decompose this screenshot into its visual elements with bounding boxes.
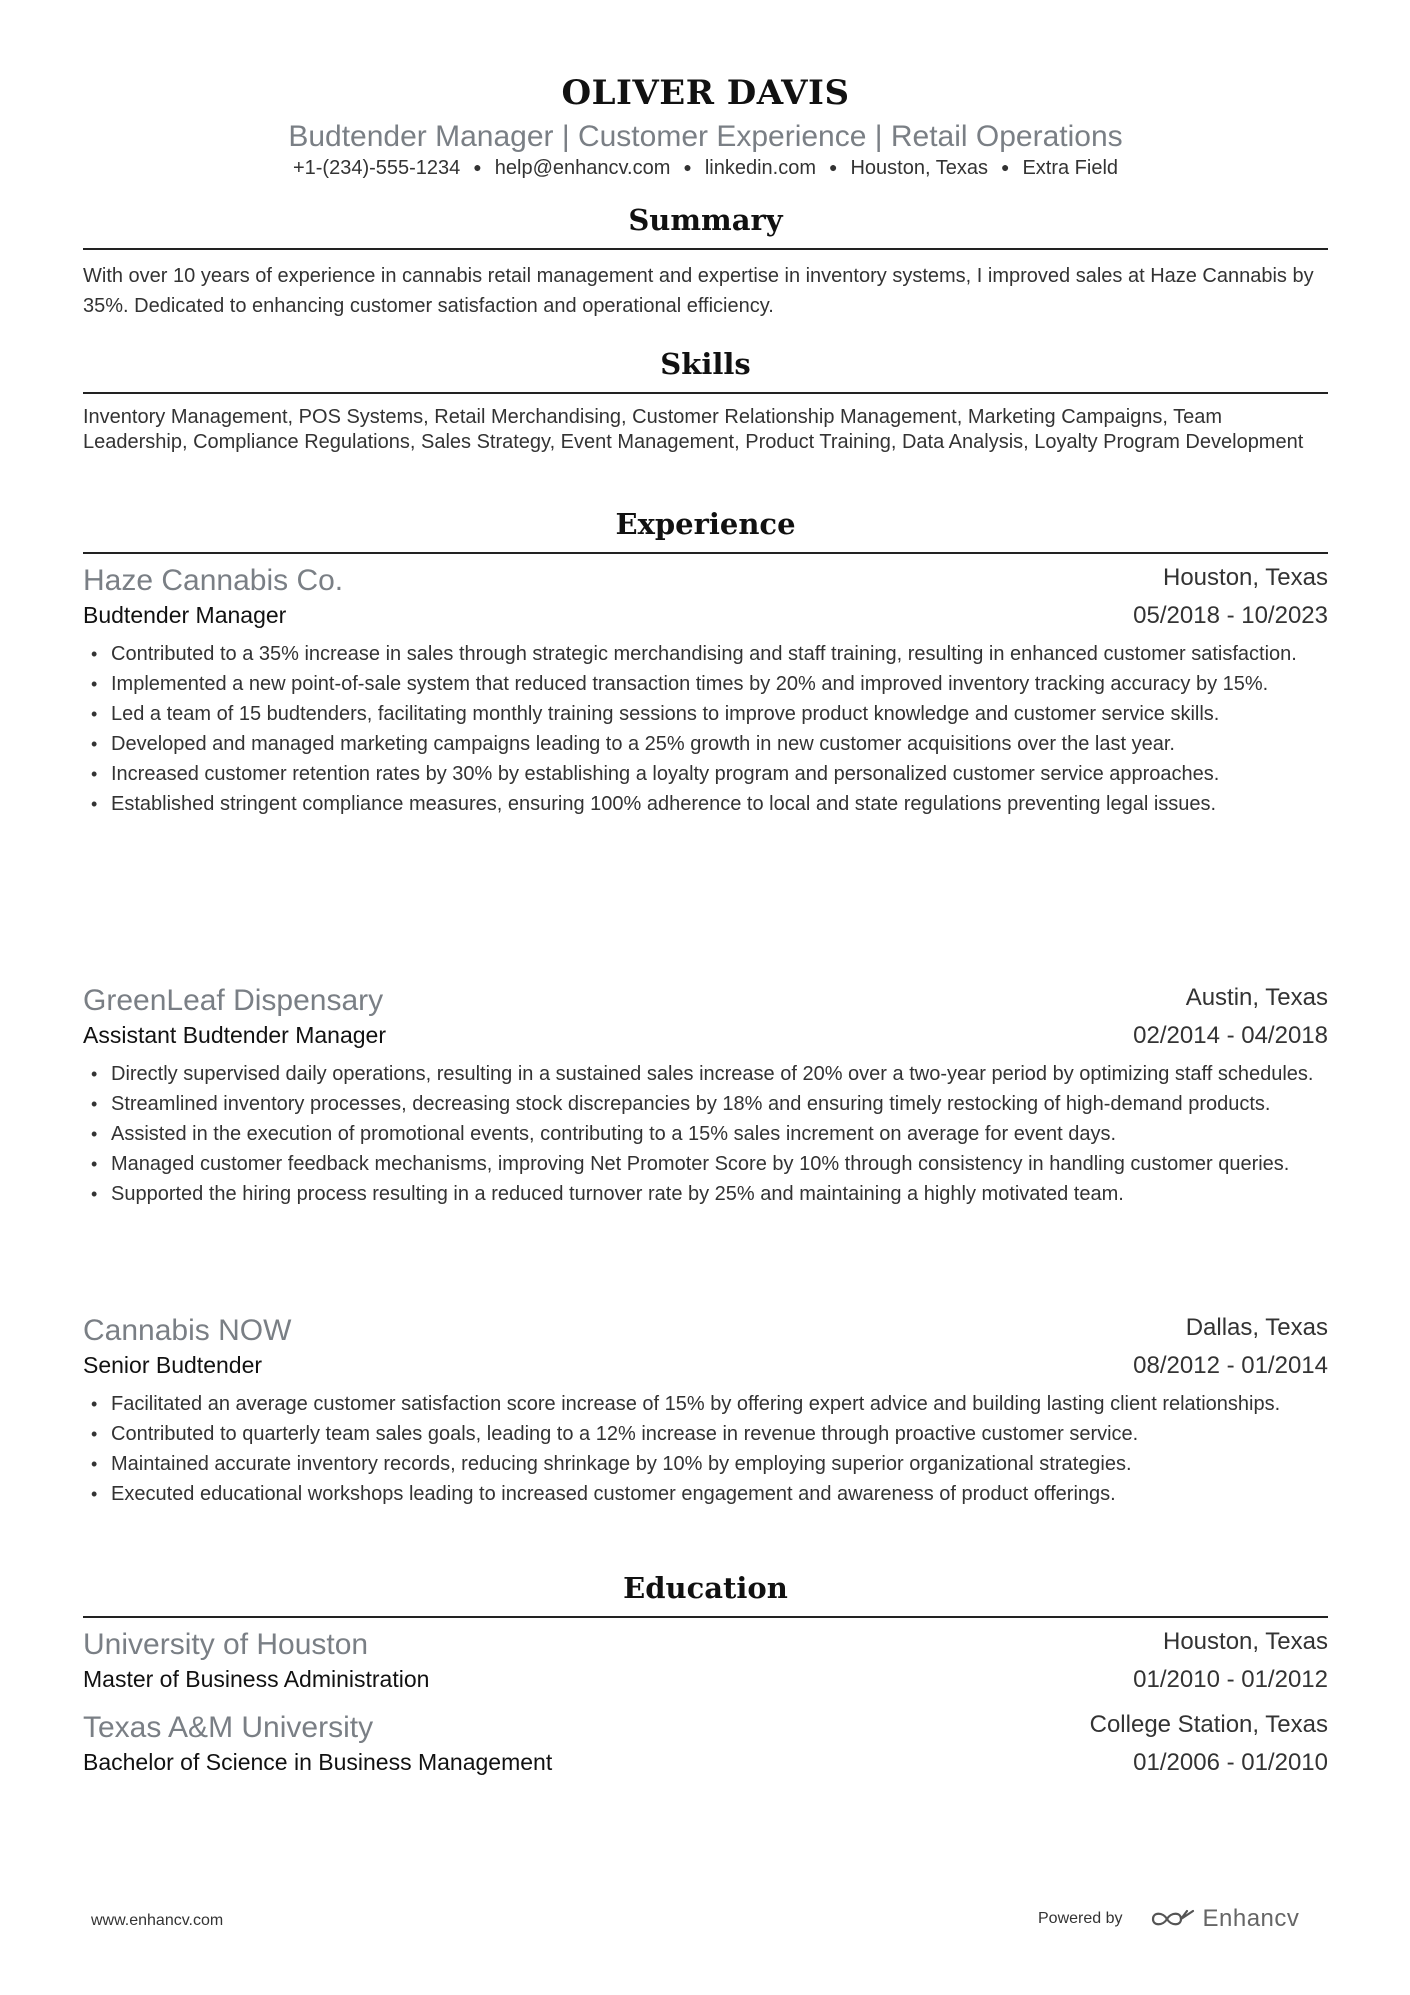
- achievement-item: • Streamlined inventory processes, decreasing stock discrepancies by 18% and ensuring timely restocking of high-demand products.: [83, 1089, 1328, 1119]
- enhancv-logo-icon: [1149, 1907, 1197, 1931]
- summary-text: With over 10 years of experience in cannabis retail management and expertise in inventory systems, I improved sales at Haze Cannabis by 35%. Dedicated to enhancing customer satisfaction and operational efficiency.: [83, 265, 1314, 317]
- job-dates: 02/2014 - 04/2018: [1133, 1022, 1328, 1049]
- contact-email[interactable]: help@enhancv.com: [494, 157, 671, 179]
- job-location: Austin, Texas: [1185, 984, 1328, 1011]
- contact-location: Houston, Texas: [850, 157, 988, 179]
- school-name: University of Houston: [83, 1628, 369, 1661]
- candidate-name: OLIVER DAVIS: [561, 73, 850, 113]
- achievement-item: • Executed educational workshops leading to increased customer engagement and awareness of product offerings.: [83, 1479, 1328, 1509]
- contact-linkedin[interactable]: linkedin.com: [704, 157, 816, 179]
- job-dates: 08/2012 - 01/2014: [1133, 1352, 1328, 1379]
- contact-line: [83, 157, 1328, 180]
- contact-phone[interactable]: +1-(234)-555-1234: [292, 157, 461, 179]
- achievement-item: • Directly supervised daily operations, resulting in a sustained sales increase of 20% over a two-year period by optimizing staff schedules.: [83, 1059, 1328, 1089]
- section-divider: [83, 392, 1328, 394]
- footer-powered-by: [1038, 1905, 1299, 1933]
- separator-dot: ●: [1000, 159, 1010, 175]
- achievement-item: • Developed and managed marketing campaigns leading to a 25% growth in new customer acquisitions over the last year.: [83, 729, 1328, 759]
- achievement-item: • Contributed to quarterly team sales goals, leading to a 12% increase in revenue through proactive customer service.: [83, 1419, 1328, 1449]
- achievement-list: [83, 1059, 1328, 1209]
- section-divider: [83, 248, 1328, 250]
- school-location: Houston, Texas: [1163, 1628, 1328, 1655]
- job-location: Houston, Texas: [1163, 564, 1328, 591]
- enhancv-wordmark: Enhancv: [1202, 1905, 1300, 1932]
- job-title: Assistant Budtender Manager: [83, 1022, 387, 1048]
- achievement-item: • Managed customer feedback mechanisms, improving Net Promoter Score by 10% through consistency in handling customer queries.: [83, 1149, 1328, 1179]
- school-location: College Station, Texas: [1089, 1711, 1328, 1738]
- section-title-education: Education: [623, 1571, 788, 1605]
- contact-extra: Extra Field: [1022, 157, 1119, 179]
- achievement-item: • Supported the hiring process resulting in a reduced turnover rate by 25% and maintaining a highly motivated team.: [83, 1179, 1328, 1209]
- separator-dot: ●: [829, 159, 838, 175]
- achievement-list: [83, 1389, 1328, 1509]
- degree-title: Master of Business Administration: [83, 1666, 430, 1692]
- enhancv-logo[interactable]: [1149, 1905, 1300, 1933]
- achievement-item: • Facilitated an average customer satisfaction score increase of 15% by offering expert advice and building lasting client relationships.: [83, 1389, 1328, 1419]
- achievement-item: • Maintained accurate inventory records, reducing shrinkage by 10% by employing superior organizational strategies.: [83, 1449, 1328, 1479]
- company-name: Cannabis NOW: [83, 1314, 292, 1347]
- education-dates: 01/2010 - 01/2012: [1133, 1666, 1328, 1693]
- section-title-experience: Experience: [615, 507, 796, 541]
- section-divider: [83, 1616, 1328, 1618]
- powered-by-label: Powered by: [1038, 1910, 1123, 1927]
- skills-text: Inventory Management, POS Systems, Retail Merchandising, Customer Relationship Management, Marketing Campaigns, Team Leadership, Compliance Regulations, Sales Strategy, Event Management, Product Training, Data Analysis, Loyalty Program Development: [83, 406, 1304, 453]
- headline: Budtender Manager | Customer Experience | Retail Operations: [288, 120, 1123, 153]
- school-name: Texas A&M University: [83, 1711, 374, 1744]
- achievement-item: • Implemented a new point-of-sale system that reduced transaction times by 20% and improved inventory tracking accuracy by 15%.: [83, 669, 1328, 699]
- achievement-item: • Established stringent compliance measures, ensuring 100% adherence to local and state regulations preventing legal issues.: [83, 789, 1328, 819]
- job-location: Dallas, Texas: [1185, 1314, 1328, 1341]
- job-title: Senior Budtender: [83, 1352, 263, 1378]
- section-title-summary: Summary: [628, 203, 783, 237]
- achievement-list: [83, 639, 1328, 819]
- section-divider: [83, 552, 1328, 554]
- education-dates: 01/2006 - 01/2010: [1133, 1749, 1328, 1776]
- section-title-skills: Skills: [660, 347, 751, 381]
- job-title: Budtender Manager: [83, 602, 287, 628]
- achievement-item: • Increased customer retention rates by 30% by establishing a loyalty program and personalized customer service approaches.: [83, 759, 1328, 789]
- footer-website-link[interactable]: www.enhancv.com: [91, 1912, 224, 1929]
- company-name: Haze Cannabis Co.: [83, 564, 344, 597]
- achievement-item: • Contributed to a 35% increase in sales through strategic merchandising and staff training, resulting in enhanced customer satisfaction.: [83, 639, 1328, 669]
- company-name: GreenLeaf Dispensary: [83, 984, 384, 1017]
- degree-title: Bachelor of Science in Business Management: [83, 1749, 553, 1775]
- achievement-item: • Assisted in the execution of promotional events, contributing to a 15% sales increment on average for event days.: [83, 1119, 1328, 1149]
- achievement-item: • Led a team of 15 budtenders, facilitating monthly training sessions to improve product knowledge and customer service skills.: [83, 699, 1328, 729]
- separator-dot: ●: [473, 159, 482, 175]
- job-dates: 05/2018 - 10/2023: [1133, 602, 1328, 629]
- separator-dot: ●: [683, 159, 692, 175]
